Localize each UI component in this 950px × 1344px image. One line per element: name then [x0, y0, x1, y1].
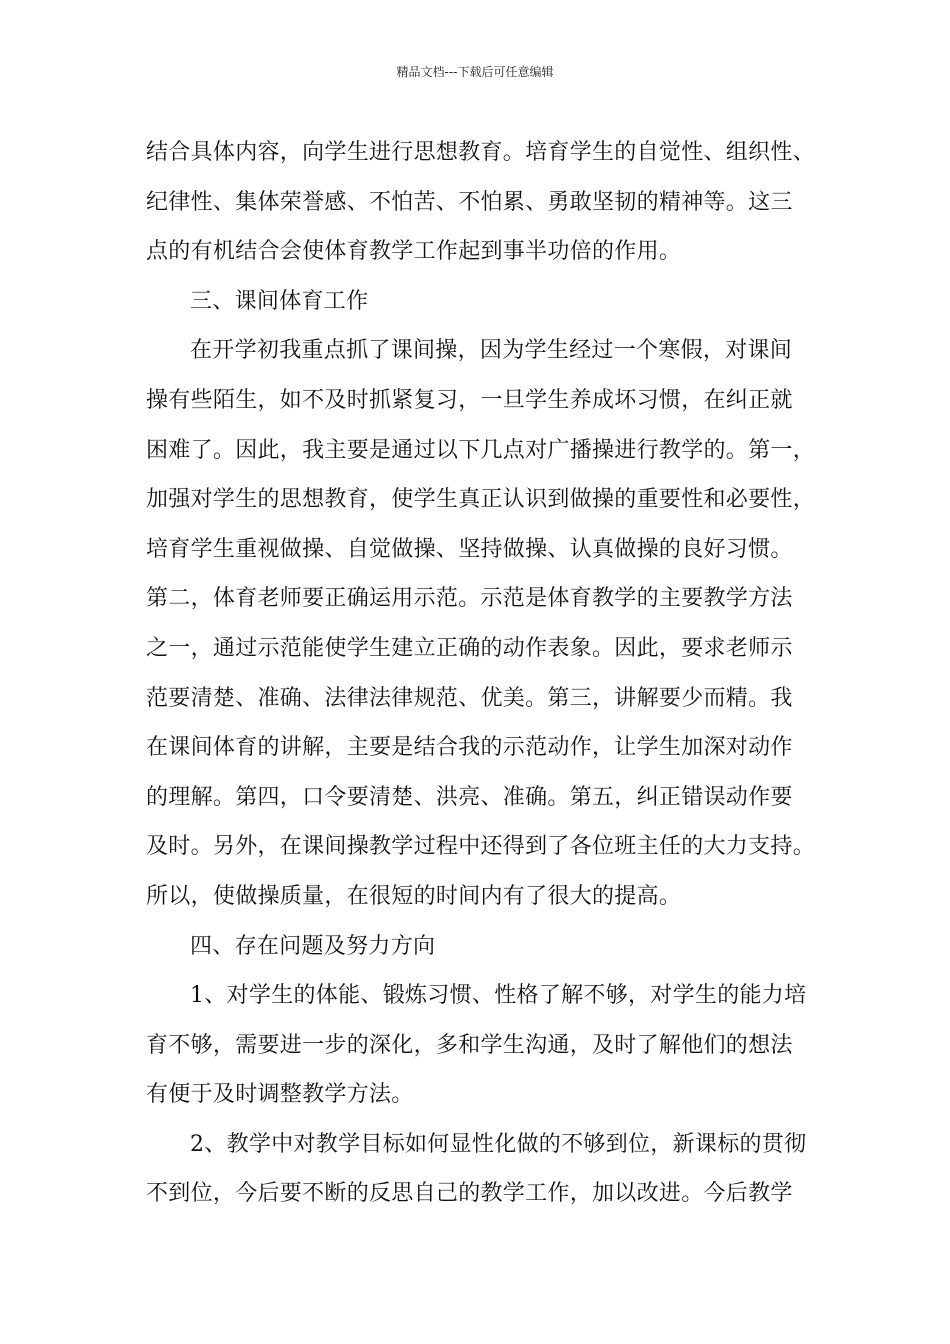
page-header: 精品文档---下载后可任意编辑	[396, 65, 554, 79]
text-line: 加强对学生的思想教育，使学生真正认识到做操的重要性和必要性，	[146, 487, 816, 513]
text-line: 2、教学中对教学目标如何显性化做的不够到位，新课标的贯彻	[190, 1131, 807, 1157]
text-line: 在课间体育的讲解，主要是结合我的示范动作，让学生加深对动作	[146, 735, 793, 761]
text-line: 之一，通过示范能使学生建立正确的动作表象。因此，要求老师示	[146, 635, 793, 661]
text-line: 及时。另外，在课间操教学过程中还得到了各位班主任的大力支持。	[146, 834, 816, 860]
text-line: 不到位，今后要不断的反思自己的教学工作，加以改进。今后教学	[146, 1181, 793, 1207]
text-line: 困难了。因此，我主要是通过以下几点对广播操进行教学的。第一，	[146, 437, 816, 463]
text-line: 操有些陌生，如不及时抓紧复习，一旦学生养成坏习惯，在纠正就	[146, 387, 793, 413]
text-line: 纪律性、集体荣誉感、不怕苦、不怕累、勇敢坚韧的精神等。这三	[146, 189, 793, 215]
text-line: 有便于及时调整教学方法。	[146, 1082, 414, 1108]
text-line: 范要清楚、准确、法律法律规范、优美。第三，讲解要少而精。我	[146, 685, 793, 711]
text-line: 点的有机结合会使体育教学工作起到事半功倍的作用。	[146, 239, 682, 265]
text-line: 的理解。第四，口令要清楚、洪亮、准确。第五，纠正错误动作要	[146, 784, 793, 810]
text-line: 育不够，需要进一步的深化，多和学生沟通，及时了解他们的想法	[146, 1032, 793, 1058]
text-line: 结合具体内容，向学生进行思想教育。培育学生的自觉性、组织性、	[146, 140, 816, 165]
text-line: 所以，使做操质量，在很短的时间内有了很大的提高。	[146, 883, 682, 909]
text-line: 四、存在问题及努力方向	[190, 933, 436, 959]
text-line: 培育学生重视做操、自觉做操、坚持做操、认真做操的良好习惯。	[146, 536, 793, 562]
text-line: 在开学初我重点抓了课间操，因为学生经过一个寒假，对课间	[190, 338, 793, 364]
text-line: 第二，体育老师要正确运用示范。示范是体育教学的主要教学方法	[146, 586, 793, 612]
document-body	[146, 128, 816, 1219]
text-line: 1、对学生的体能、锻炼习惯、性格了解不够，对学生的能力培	[190, 983, 807, 1009]
text-line: 三、课间体育工作	[190, 288, 369, 314]
